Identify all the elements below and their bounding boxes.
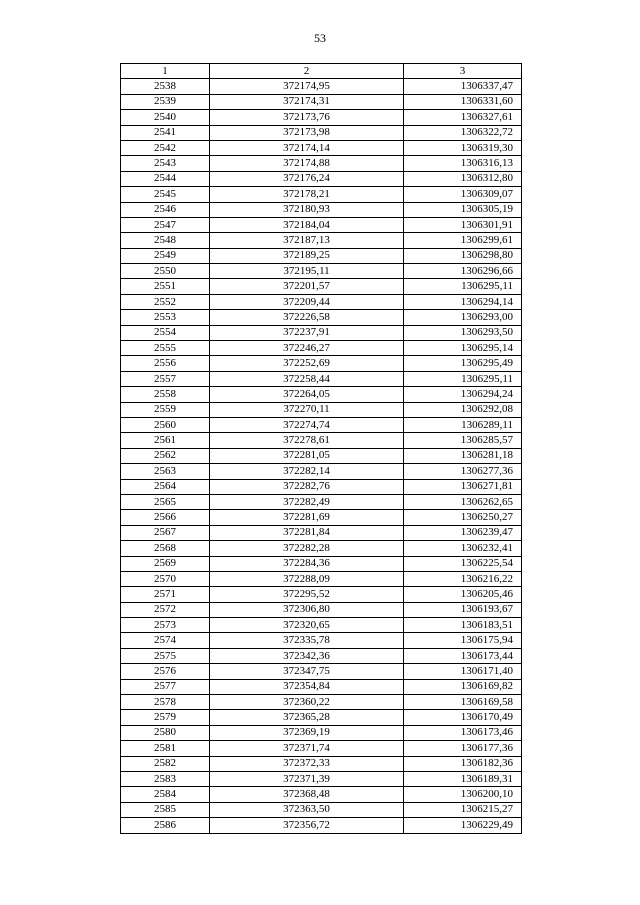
y-coordinate-cell: 1306225,54 bbox=[404, 556, 522, 571]
x-coordinate-cell: 372187,13 bbox=[210, 233, 404, 248]
point-number-cell: 2553 bbox=[121, 310, 210, 325]
y-coordinate-cell: 1306298,80 bbox=[404, 248, 522, 263]
table-row bbox=[121, 725, 522, 740]
table-row bbox=[121, 202, 522, 217]
x-coordinate-cell: 372264,05 bbox=[210, 387, 404, 402]
table-row bbox=[121, 695, 522, 710]
y-coordinate-cell: 1306193,67 bbox=[404, 602, 522, 617]
y-coordinate-cell: 1306294,14 bbox=[404, 294, 522, 309]
point-number-cell: 2544 bbox=[121, 171, 210, 186]
point-number-cell: 2562 bbox=[121, 448, 210, 463]
y-coordinate-cell: 1306319,30 bbox=[404, 140, 522, 155]
x-coordinate-cell: 372282,14 bbox=[210, 464, 404, 479]
table-row bbox=[121, 787, 522, 802]
y-coordinate-cell: 1306232,41 bbox=[404, 541, 522, 556]
y-coordinate-cell: 1306229,49 bbox=[404, 818, 522, 833]
point-number-cell: 2540 bbox=[121, 110, 210, 125]
x-coordinate-cell: 372284,36 bbox=[210, 556, 404, 571]
point-number-cell: 2547 bbox=[121, 217, 210, 232]
y-coordinate-cell: 1306271,81 bbox=[404, 479, 522, 494]
table-row bbox=[121, 494, 522, 509]
table-row bbox=[121, 618, 522, 633]
y-coordinate-cell: 1306309,07 bbox=[404, 187, 522, 202]
point-number-cell: 2568 bbox=[121, 541, 210, 556]
table-row bbox=[121, 264, 522, 279]
y-coordinate-cell: 1306293,50 bbox=[404, 325, 522, 340]
x-coordinate-cell: 372363,50 bbox=[210, 802, 404, 817]
table-row bbox=[121, 156, 522, 171]
point-number-cell: 2561 bbox=[121, 433, 210, 448]
table-row bbox=[121, 325, 522, 340]
table-row bbox=[121, 248, 522, 263]
x-coordinate-cell: 372368,48 bbox=[210, 787, 404, 802]
point-number-cell: 2548 bbox=[121, 233, 210, 248]
table-row bbox=[121, 479, 522, 494]
y-coordinate-cell: 1306331,60 bbox=[404, 94, 522, 109]
table-row bbox=[121, 587, 522, 602]
table-row bbox=[121, 648, 522, 663]
table-header bbox=[121, 64, 522, 79]
y-coordinate-cell: 1306250,27 bbox=[404, 510, 522, 525]
x-coordinate-cell: 372347,75 bbox=[210, 664, 404, 679]
column-header-3: 3 bbox=[404, 64, 522, 79]
table-row bbox=[121, 756, 522, 771]
point-number-cell: 2552 bbox=[121, 294, 210, 309]
table-row bbox=[121, 233, 522, 248]
x-coordinate-cell: 372246,27 bbox=[210, 341, 404, 356]
y-coordinate-cell: 1306189,31 bbox=[404, 771, 522, 786]
y-coordinate-cell: 1306183,51 bbox=[404, 618, 522, 633]
y-coordinate-cell: 1306277,36 bbox=[404, 464, 522, 479]
point-number-cell: 2546 bbox=[121, 202, 210, 217]
point-number-cell: 2549 bbox=[121, 248, 210, 263]
table-row bbox=[121, 818, 522, 833]
x-coordinate-cell: 372180,93 bbox=[210, 202, 404, 217]
table-row bbox=[121, 371, 522, 386]
table-row bbox=[121, 633, 522, 648]
y-coordinate-cell: 1306294,24 bbox=[404, 387, 522, 402]
x-coordinate-cell: 372270,11 bbox=[210, 402, 404, 417]
x-coordinate-cell: 372282,49 bbox=[210, 494, 404, 509]
x-coordinate-cell: 372372,33 bbox=[210, 756, 404, 771]
y-coordinate-cell: 1306293,00 bbox=[404, 310, 522, 325]
point-number-cell: 2557 bbox=[121, 371, 210, 386]
y-coordinate-cell: 1306173,44 bbox=[404, 648, 522, 663]
table-row bbox=[121, 510, 522, 525]
y-coordinate-cell: 1306301,91 bbox=[404, 217, 522, 232]
x-coordinate-cell: 372174,14 bbox=[210, 140, 404, 155]
point-number-cell: 2582 bbox=[121, 756, 210, 771]
y-coordinate-cell: 1306175,94 bbox=[404, 633, 522, 648]
point-number-cell: 2538 bbox=[121, 79, 210, 94]
x-coordinate-cell: 372335,78 bbox=[210, 633, 404, 648]
x-coordinate-cell: 372371,74 bbox=[210, 741, 404, 756]
x-coordinate-cell: 372306,80 bbox=[210, 602, 404, 617]
column-header-1: 1 bbox=[121, 64, 210, 79]
table-row bbox=[121, 464, 522, 479]
y-coordinate-cell: 1306285,57 bbox=[404, 433, 522, 448]
point-number-cell: 2559 bbox=[121, 402, 210, 417]
table-row bbox=[121, 356, 522, 371]
table-body bbox=[121, 79, 522, 833]
table-row bbox=[121, 402, 522, 417]
y-coordinate-cell: 1306327,61 bbox=[404, 110, 522, 125]
y-coordinate-cell: 1306215,27 bbox=[404, 802, 522, 817]
page-number: 53 bbox=[314, 31, 326, 45]
table-row bbox=[121, 110, 522, 125]
x-coordinate-cell: 372173,76 bbox=[210, 110, 404, 125]
point-number-cell: 2578 bbox=[121, 695, 210, 710]
x-coordinate-cell: 372174,88 bbox=[210, 156, 404, 171]
y-coordinate-cell: 1306177,36 bbox=[404, 741, 522, 756]
x-coordinate-cell: 372274,74 bbox=[210, 417, 404, 432]
y-coordinate-cell: 1306312,80 bbox=[404, 171, 522, 186]
column-header-2: 2 bbox=[210, 64, 404, 79]
y-coordinate-cell: 1306205,46 bbox=[404, 587, 522, 602]
y-coordinate-cell: 1306292,08 bbox=[404, 402, 522, 417]
x-coordinate-cell: 372282,28 bbox=[210, 541, 404, 556]
table-row bbox=[121, 417, 522, 432]
point-number-cell: 2577 bbox=[121, 679, 210, 694]
x-coordinate-cell: 372369,19 bbox=[210, 725, 404, 740]
y-coordinate-cell: 1306182,36 bbox=[404, 756, 522, 771]
table-row bbox=[121, 79, 522, 94]
table-row bbox=[121, 602, 522, 617]
coordinates-table bbox=[120, 63, 522, 834]
x-coordinate-cell: 372282,76 bbox=[210, 479, 404, 494]
y-coordinate-cell: 1306295,49 bbox=[404, 356, 522, 371]
table-row bbox=[121, 433, 522, 448]
table-row bbox=[121, 541, 522, 556]
y-coordinate-cell: 1306296,66 bbox=[404, 264, 522, 279]
point-number-cell: 2583 bbox=[121, 771, 210, 786]
table-row bbox=[121, 341, 522, 356]
point-number-cell: 2545 bbox=[121, 187, 210, 202]
x-coordinate-cell: 372174,31 bbox=[210, 94, 404, 109]
x-coordinate-cell: 372281,84 bbox=[210, 525, 404, 540]
x-coordinate-cell: 372342,36 bbox=[210, 648, 404, 663]
point-number-cell: 2543 bbox=[121, 156, 210, 171]
x-coordinate-cell: 372278,61 bbox=[210, 433, 404, 448]
point-number-cell: 2567 bbox=[121, 525, 210, 540]
point-number-cell: 2560 bbox=[121, 417, 210, 432]
y-coordinate-cell: 1306295,11 bbox=[404, 279, 522, 294]
x-coordinate-cell: 372195,11 bbox=[210, 264, 404, 279]
table-row bbox=[121, 294, 522, 309]
y-coordinate-cell: 1306262,65 bbox=[404, 494, 522, 509]
table-row bbox=[121, 771, 522, 786]
x-coordinate-cell: 372176,24 bbox=[210, 171, 404, 186]
x-coordinate-cell: 372371,39 bbox=[210, 771, 404, 786]
table-row bbox=[121, 125, 522, 140]
x-coordinate-cell: 372354,84 bbox=[210, 679, 404, 694]
table-row bbox=[121, 556, 522, 571]
point-number-cell: 2585 bbox=[121, 802, 210, 817]
table-row bbox=[121, 187, 522, 202]
point-number-cell: 2541 bbox=[121, 125, 210, 140]
y-coordinate-cell: 1306216,22 bbox=[404, 571, 522, 586]
y-coordinate-cell: 1306173,46 bbox=[404, 725, 522, 740]
table-row bbox=[121, 802, 522, 817]
y-coordinate-cell: 1306289,11 bbox=[404, 417, 522, 432]
table-row bbox=[121, 571, 522, 586]
x-coordinate-cell: 372201,57 bbox=[210, 279, 404, 294]
x-coordinate-cell: 372174,95 bbox=[210, 79, 404, 94]
table-row bbox=[121, 664, 522, 679]
y-coordinate-cell: 1306171,40 bbox=[404, 664, 522, 679]
x-coordinate-cell: 372320,65 bbox=[210, 618, 404, 633]
x-coordinate-cell: 372226,58 bbox=[210, 310, 404, 325]
point-number-cell: 2555 bbox=[121, 341, 210, 356]
x-coordinate-cell: 372173,98 bbox=[210, 125, 404, 140]
x-coordinate-cell: 372209,44 bbox=[210, 294, 404, 309]
y-coordinate-cell: 1306305,19 bbox=[404, 202, 522, 217]
table-row bbox=[121, 140, 522, 155]
x-coordinate-cell: 372281,05 bbox=[210, 448, 404, 463]
table-row bbox=[121, 310, 522, 325]
point-number-cell: 2556 bbox=[121, 356, 210, 371]
table-row bbox=[121, 217, 522, 232]
x-coordinate-cell: 372365,28 bbox=[210, 710, 404, 725]
point-number-cell: 2542 bbox=[121, 140, 210, 155]
point-number-cell: 2554 bbox=[121, 325, 210, 340]
x-coordinate-cell: 372356,72 bbox=[210, 818, 404, 833]
point-number-cell: 2572 bbox=[121, 602, 210, 617]
table-row bbox=[121, 279, 522, 294]
table-row bbox=[121, 387, 522, 402]
point-number-cell: 2586 bbox=[121, 818, 210, 833]
x-coordinate-cell: 372295,52 bbox=[210, 587, 404, 602]
x-coordinate-cell: 372189,25 bbox=[210, 248, 404, 263]
point-number-cell: 2539 bbox=[121, 94, 210, 109]
y-coordinate-cell: 1306295,14 bbox=[404, 341, 522, 356]
table-row bbox=[121, 448, 522, 463]
y-coordinate-cell: 1306239,47 bbox=[404, 525, 522, 540]
point-number-cell: 2564 bbox=[121, 479, 210, 494]
y-coordinate-cell: 1306299,61 bbox=[404, 233, 522, 248]
point-number-cell: 2558 bbox=[121, 387, 210, 402]
point-number-cell: 2571 bbox=[121, 587, 210, 602]
y-coordinate-cell: 1306169,58 bbox=[404, 695, 522, 710]
point-number-cell: 2569 bbox=[121, 556, 210, 571]
point-number-cell: 2551 bbox=[121, 279, 210, 294]
y-coordinate-cell: 1306322,72 bbox=[404, 125, 522, 140]
x-coordinate-cell: 372258,44 bbox=[210, 371, 404, 386]
x-coordinate-cell: 372237,91 bbox=[210, 325, 404, 340]
y-coordinate-cell: 1306281,18 bbox=[404, 448, 522, 463]
table-row bbox=[121, 710, 522, 725]
table-row bbox=[121, 94, 522, 109]
y-coordinate-cell: 1306295,11 bbox=[404, 371, 522, 386]
table-row bbox=[121, 679, 522, 694]
y-coordinate-cell: 1306200,10 bbox=[404, 787, 522, 802]
point-number-cell: 2584 bbox=[121, 787, 210, 802]
y-coordinate-cell: 1306170,49 bbox=[404, 710, 522, 725]
point-number-cell: 2550 bbox=[121, 264, 210, 279]
point-number-cell: 2573 bbox=[121, 618, 210, 633]
header-row bbox=[121, 64, 522, 79]
point-number-cell: 2566 bbox=[121, 510, 210, 525]
x-coordinate-cell: 372252,69 bbox=[210, 356, 404, 371]
x-coordinate-cell: 372360,22 bbox=[210, 695, 404, 710]
y-coordinate-cell: 1306316,13 bbox=[404, 156, 522, 171]
point-number-cell: 2575 bbox=[121, 648, 210, 663]
y-coordinate-cell: 1306337,47 bbox=[404, 79, 522, 94]
x-coordinate-cell: 372184,04 bbox=[210, 217, 404, 232]
point-number-cell: 2580 bbox=[121, 725, 210, 740]
point-number-cell: 2570 bbox=[121, 571, 210, 586]
y-coordinate-cell: 1306169,82 bbox=[404, 679, 522, 694]
x-coordinate-cell: 372281,69 bbox=[210, 510, 404, 525]
point-number-cell: 2579 bbox=[121, 710, 210, 725]
x-coordinate-cell: 372288,09 bbox=[210, 571, 404, 586]
table-row bbox=[121, 171, 522, 186]
table-row bbox=[121, 525, 522, 540]
table-row bbox=[121, 741, 522, 756]
point-number-cell: 2576 bbox=[121, 664, 210, 679]
point-number-cell: 2574 bbox=[121, 633, 210, 648]
x-coordinate-cell: 372178,21 bbox=[210, 187, 404, 202]
point-number-cell: 2563 bbox=[121, 464, 210, 479]
point-number-cell: 2581 bbox=[121, 741, 210, 756]
point-number-cell: 2565 bbox=[121, 494, 210, 509]
